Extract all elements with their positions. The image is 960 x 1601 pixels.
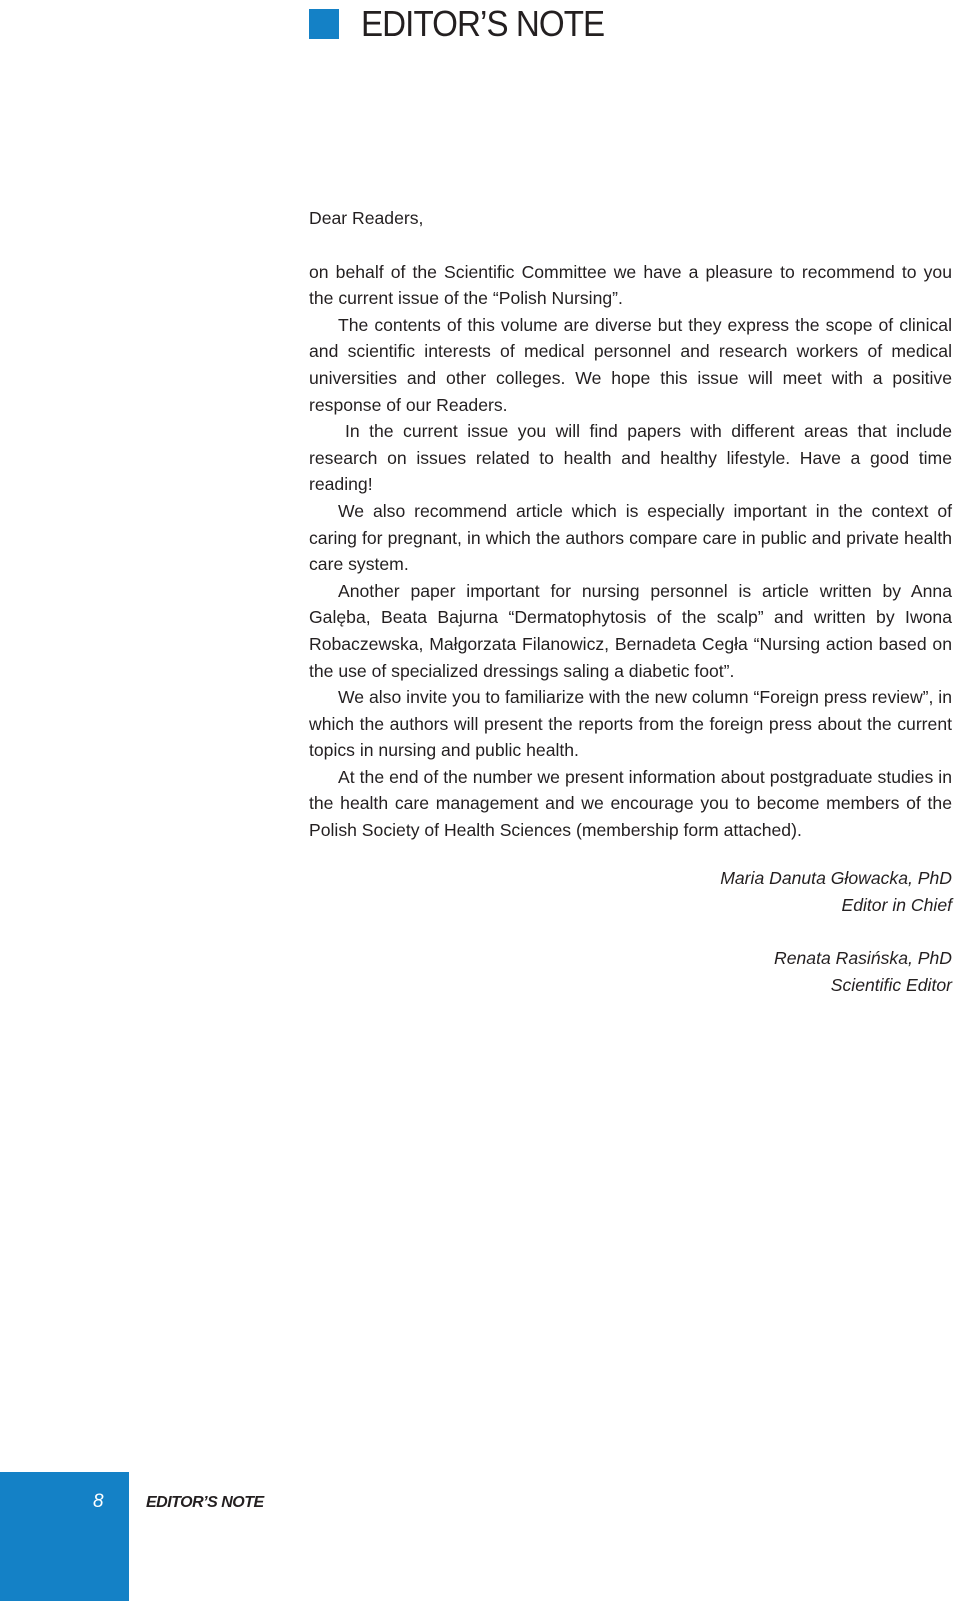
letter-body [309,205,952,844]
letter-paragraph: We also invite you to familiarize with the new column “Foreign press review”, in which the authors will present the reports from the foreign press about the current topics in nursing and public health. [309,687,952,761]
letter-paragraph: Another paper important for nursing personnel is article written by Anna Galęba, Beata Bajurna “Dermatophytosis of the scalp” and written by Iwona Robaczewska, Małgorzata Filanowicz, Bernadeta Cegła “Nursing action based on the use of specialized dressings saling a diabetic foot”. [309,580,952,681]
signature-block [720,865,952,918]
footer-accent-bar [0,1472,129,1601]
signature-role: Scientific Editor [830,974,952,995]
letter-paragraph: on behalf of the Scientific Committee we have a pleasure to recommend to you the current issue of the “Polish Nursing”. [309,261,952,309]
signature-role: Editor in Chief [841,894,952,915]
letter-paragraph: We also recommend article which is especially important in the context of caring for pregnant, in which the authors compare care in public and private health care system. [309,500,952,575]
signature-block [720,945,952,998]
signature-name: Maria Danuta Głowacka, PhD [720,868,952,888]
letter-greeting: Dear Readers, [309,208,424,228]
signature-section [720,865,952,1025]
blue-square-icon [309,9,339,39]
letter-paragraph: The contents of this volume are diverse but they express the scope of clinical and scientific interests of medical personnel and research workers of medical universities and other colleges. We hope this issue will meet with a positive response of our Readers. [309,314,952,415]
letter-paragraph: In the current issue you will find papers with different areas that include research on issues related to health and healthy lifestyle. Have a good time reading! [309,421,952,495]
letter-paragraph: At the end of the number we present information about postgraduate studies in the health care management and we encourage you to become members of the Polish Society of Health Sciences (membership form attached). [309,766,952,841]
page-title: EDITOR’S NOTE [361,3,605,44]
page-header [309,4,625,44]
footer-section-label: EDITOR’S NOTE [146,1494,264,1511]
page-number: 8 [93,1491,104,1512]
signature-name: Renata Rasińska, PhD [774,948,952,969]
